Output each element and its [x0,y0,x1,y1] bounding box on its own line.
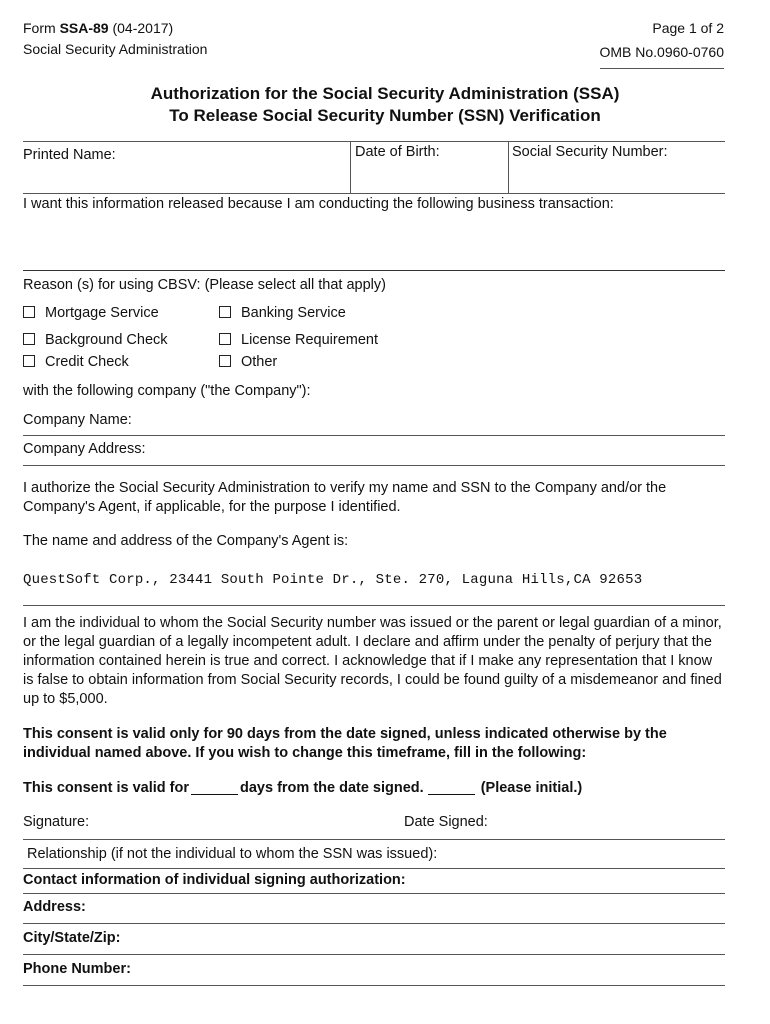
phone-number-field[interactable]: Phone Number: [23,961,131,977]
reasons-heading: Reason (s) for using CBSV: (Please select all that apply) [23,277,386,293]
checkbox-icon [219,306,231,318]
company-address-field[interactable]: Company Address: [23,441,146,457]
checkbox-mortgage-service[interactable]: Mortgage Service [23,305,159,321]
form-number: SSA-89 [59,20,109,36]
rule [23,868,725,869]
address-field[interactable]: Address: [23,899,86,915]
checkbox-other[interactable]: Other [219,354,277,370]
rule [23,435,725,436]
company-intro: with the following company ("the Company"): [23,383,311,399]
authorization-text: I authorize the Social Security Administration to verify my name and SSN to the Company and/or the Company's Agent, if applicable, for the purpose I identified. [23,480,667,515]
checkbox-icon [23,306,35,318]
consent-timeframe-line: This consent is valid for days from the date signed. (Please initial.) [23,780,583,796]
agent-value: QuestSoft Corp., 23441 South Pointe Dr., Ste. 270, Laguna Hills,CA 92653 [23,572,643,588]
checkbox-icon [219,355,231,367]
signature-field[interactable]: Signature: [23,814,90,830]
rule [23,893,725,894]
date-signed-field[interactable]: Date Signed: [404,814,488,830]
divider [508,141,509,193]
rule [23,954,725,955]
checkbox-icon [23,355,35,367]
checkbox-license-requirement[interactable]: License Requirement [219,332,378,348]
omb-number: OMB No.0960-0760 [599,44,724,60]
days-input[interactable] [191,780,238,795]
rule [23,985,725,986]
consent-validity: This consent is valid only for 90 days from the date signed, unless indicated otherwise by the individual named above. If you wish to change this timeframe, fill in the following: [23,726,667,761]
divider [350,141,351,193]
rule [23,193,725,194]
date-of-birth-field[interactable]: Date of Birth: [355,144,440,160]
page-number: Page 1 of 2 [652,20,724,36]
city-state-zip-field[interactable]: City/State/Zip: [23,930,121,946]
relationship-field[interactable]: Relationship (if not the individual to whom the SSN was issued): [27,846,438,862]
checkbox-background-check[interactable]: Background Check [23,332,168,348]
contact-heading: Contact information of individual signing authorization: [23,872,406,888]
ssn-field[interactable]: Social Security Number: [512,144,668,160]
form-id: Form SSA-89 (04-2017) [23,20,174,36]
initial-input[interactable] [428,780,475,795]
company-name-field[interactable]: Company Name: [23,412,132,428]
business-transaction-field[interactable]: I want this information released because I am conducting the following business transaction: [23,196,614,212]
rule [23,465,725,466]
checkbox-credit-check[interactable]: Credit Check [23,354,129,370]
rule [23,605,725,606]
declaration-text: I am the individual to whom the Social Security number was issued or the parent or legal guardian of a minor, or the legal guardian of a legally incompetent adult. I declare and affirm under the penalty of perjury that the information contained herein is true and correct. I acknowledge that if I make any representation that I know is false to obtain information from Social Security records, I could be found guilty of a misdemeanor and fined up to $5,000. [23,615,722,707]
checkbox-banking-service[interactable]: Banking Service [219,305,346,321]
rule [23,141,725,142]
header-rule [600,68,724,69]
rule [23,839,725,840]
checkbox-icon [23,333,35,345]
agent-label: The name and address of the Company's Agent is: [23,533,349,549]
agency-name: Social Security Administration [23,41,208,57]
checkbox-icon [219,333,231,345]
rule [23,270,725,271]
rule [23,923,725,924]
printed-name-field[interactable]: Printed Name: [23,147,116,163]
title-line-1: Authorization for the Social Security Administration (SSA) [150,84,620,103]
title-line-2: To Release Social Security Number (SSN) Verification [169,106,601,125]
